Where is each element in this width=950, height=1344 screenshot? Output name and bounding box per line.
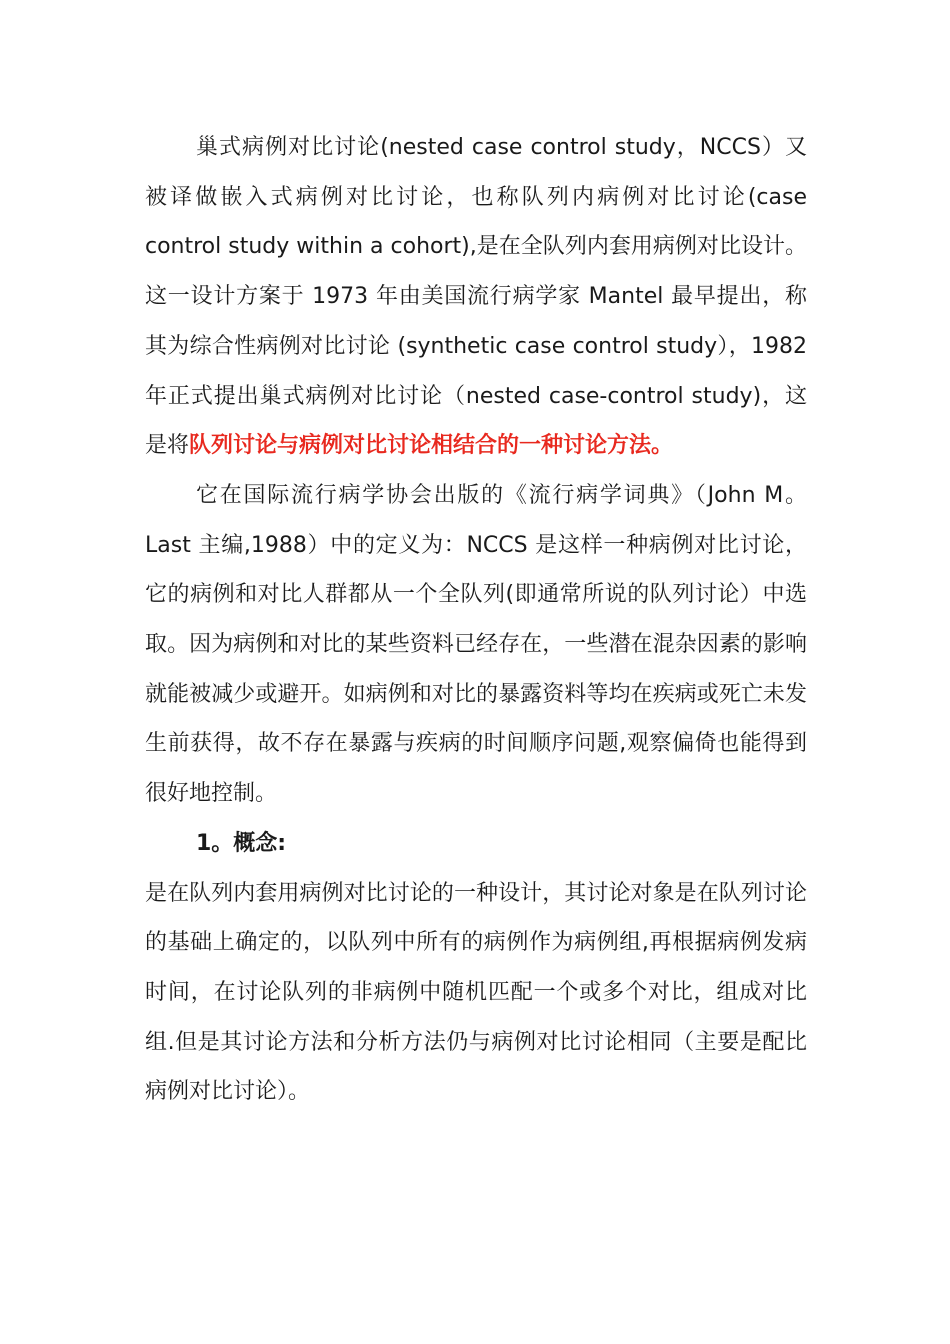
section-heading-concept: 1。概念: xyxy=(196,830,287,856)
intro-text: 巢式病例对比讨论(nested case control study，NCCS）又被译做嵌入式病例对比讨论，也称队列内病例对比讨论(case control study within a cohort),是在全队列内套用病例对比设计。这一设计方案于 1973 年由美国流行病学家 Mantel 最早提出，称其为综合性病例对比讨论 (synthetic case control study），1982 年正式提出巢式病例对比讨论（nested case-control study)，这是将 xyxy=(145,135,807,459)
document-page xyxy=(145,123,807,1117)
intro-paragraph xyxy=(145,123,807,471)
concept-paragraph: 是在队列内套用病例对比讨论的一种设计，其讨论对象是在队列讨论的基础上确定的，以队列中所有的病例作为病例组,再根据病例发病时间，在讨论队列的非病例中随机匹配一个或多个对比，组成对比组.但是其讨论方法和分析方法仍与病例对比讨论相同（主要是配比病例对比讨论）。 xyxy=(145,880,807,1105)
highlighted-definition: 队列讨论与病例对比讨论相结合的一种讨论方法。 xyxy=(189,433,674,459)
definition-paragraph: 它在国际流行病学协会出版的《流行病学词典》（John M。Last 主编,1988）中的定义为：NCCS 是这样一种病例对比讨论，它的病例和对比人群都从一个全队列(即通常所说的队列讨论）中选取。因为病例和对比的某些资料已经存在，一些潜在混杂因素的影响就能被减少或避开。如病例和对比的暴露资料等均在疾病或死亡未发生前获得，故不存在暴露与疾病的时间顺序问题,观察偏倚也能得到很好地控制。 xyxy=(145,482,807,807)
